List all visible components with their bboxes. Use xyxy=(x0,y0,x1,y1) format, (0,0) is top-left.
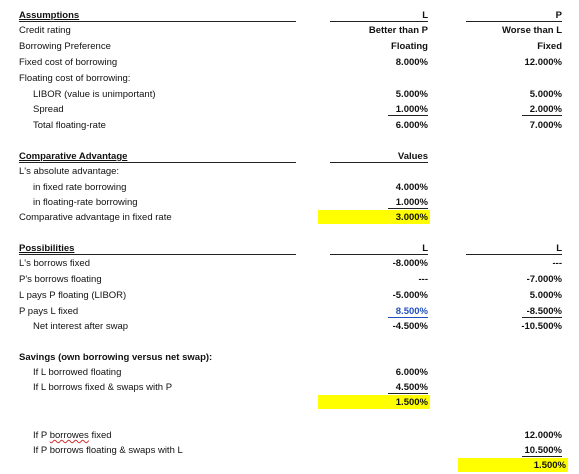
value-floating-rate-adv: 1.000% xyxy=(395,197,428,208)
comparative-values-header: Values xyxy=(397,151,428,162)
value-p-saving: 1.500% xyxy=(533,460,566,471)
value-fixed-cost-p: 12.000% xyxy=(524,57,562,68)
label-net-interest: Net interest after swap xyxy=(33,321,129,332)
label-p-pays-l: P pays L fixed xyxy=(19,306,79,317)
value-net-interest-l: -4.500% xyxy=(392,321,428,332)
value-l-fixed-p: --- xyxy=(552,258,562,269)
value-p-swap: 10.500% xyxy=(524,445,562,456)
value-p-fixed: 12.000% xyxy=(524,430,562,441)
value-p-floating-p: -7.000% xyxy=(526,274,562,285)
assumptions-col-l-header: L xyxy=(422,10,428,21)
possibilities-col-l-header: L xyxy=(422,243,428,254)
value-l-fixed-l: -8.000% xyxy=(392,258,428,269)
label-fixed-cost: Fixed cost of borrowing xyxy=(19,57,118,68)
label-p-borrowes-fixed xyxy=(33,430,112,441)
label-libor: LIBOR (value is unimportant) xyxy=(33,89,156,100)
label-floating-cost: Floating cost of borrowing: xyxy=(19,73,131,84)
value-p-pays-l-p: -8.500% xyxy=(526,306,562,317)
comparative-heading: Comparative Advantage xyxy=(19,151,128,162)
value-credit-rating-l: Better than P xyxy=(368,25,428,36)
label-borrowing-pref: Borrowing Preference xyxy=(19,41,111,52)
value-total-floating-p: 7.000% xyxy=(529,120,562,131)
label-l-fixed: L's borrows fixed xyxy=(19,258,90,269)
label-floating-rate-adv: in floating-rate borrowing xyxy=(33,197,138,208)
label-spread: Spread xyxy=(33,104,64,115)
label-l-swap: If L borrows fixed & swaps with P xyxy=(33,382,173,393)
value-spread-p: 2.000% xyxy=(529,104,562,115)
assumptions-heading-rule xyxy=(19,21,296,22)
label-l-pays-p: L pays P floating (LIBOR) xyxy=(19,290,127,301)
value-borrowing-pref-p: Fixed xyxy=(537,41,562,52)
assumptions-heading: Assumptions xyxy=(19,10,80,21)
label-fixed-rate-adv: in fixed rate borrowing xyxy=(33,182,127,193)
misspelled-word: borrowes xyxy=(49,430,89,441)
label-abs-adv: L's absolute advantage: xyxy=(19,166,120,177)
value-l-borrowed-floating: 6.000% xyxy=(395,367,428,378)
possibilities-col-p-rule xyxy=(466,254,562,255)
possibilities-col-p-header: L xyxy=(556,243,562,254)
possibilities-col-l-rule xyxy=(330,254,428,255)
value-libor-p: 5.000% xyxy=(529,89,562,100)
label-credit-rating: Credit rating xyxy=(19,25,71,36)
sum-rule-p-pays-l-p xyxy=(522,317,562,318)
sum-rule-floating-adv xyxy=(388,208,428,209)
label-p-fixed-post: fixed xyxy=(88,430,112,441)
label-l-borrowed-floating: If L borrowed floating xyxy=(33,367,122,378)
sum-rule-l-swap xyxy=(388,393,428,394)
sum-rule-spread-l xyxy=(388,115,428,116)
value-total-floating-l: 6.000% xyxy=(395,120,428,131)
value-spread-l: 1.000% xyxy=(395,104,428,115)
value-l-pays-p-l: -5.000% xyxy=(392,290,428,301)
sum-rule-p-swap xyxy=(522,456,562,457)
assumptions-col-p-rule xyxy=(466,21,562,22)
possibilities-heading-rule xyxy=(19,254,296,255)
value-l-pays-p-p: 5.000% xyxy=(529,290,562,301)
label-comp-adv-fixed: Comparative advantage in fixed rate xyxy=(19,212,172,223)
value-comp-adv-fixed: 3.000% xyxy=(395,212,428,223)
savings-heading: Savings (own borrowing versus net swap): xyxy=(19,352,213,363)
label-p-floating: P's borrows floating xyxy=(19,274,102,285)
value-borrowing-pref-l: Floating xyxy=(391,41,428,52)
assumptions-col-l-rule xyxy=(330,21,428,22)
value-l-swap: 4.500% xyxy=(395,382,428,393)
value-net-interest-p: -10.500% xyxy=(521,321,562,332)
comparative-values-rule xyxy=(330,162,428,163)
value-fixed-rate-adv: 4.000% xyxy=(395,182,428,193)
comparative-heading-rule xyxy=(19,162,296,163)
assumptions-col-p-header: P xyxy=(555,10,562,21)
value-fixed-cost-l: 8.000% xyxy=(395,57,428,68)
value-p-floating-l: --- xyxy=(418,274,428,285)
sum-rule-p-pays-l-l xyxy=(388,317,428,318)
sum-rule-spread-p xyxy=(522,115,562,116)
value-p-pays-l-l: 8.500% xyxy=(395,306,428,317)
possibilities-heading: Possibilities xyxy=(19,243,75,254)
value-credit-rating-p: Worse than L xyxy=(502,25,562,36)
label-p-fixed-pre: If P xyxy=(33,430,50,441)
label-p-swap: If P borrows floating & swaps with L xyxy=(33,445,183,456)
value-l-saving: 1.500% xyxy=(395,397,428,408)
label-total-floating: Total floating-rate xyxy=(33,120,106,131)
value-libor-l: 5.000% xyxy=(395,89,428,100)
